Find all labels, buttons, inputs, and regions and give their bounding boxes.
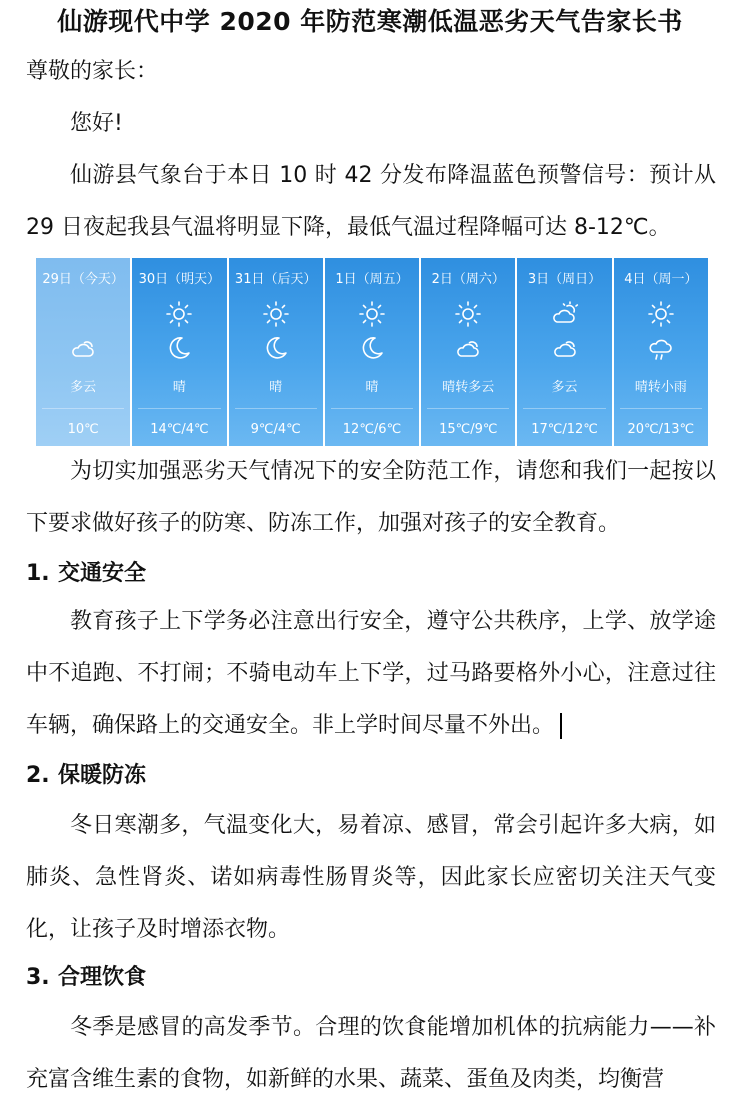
weather-date: 31日（后天）: [234, 272, 317, 287]
weather-condition: 晴转多云: [442, 380, 495, 395]
weather-day: [614, 258, 708, 446]
section-paragraph-1: [26, 596, 716, 752]
weather-day: [36, 258, 130, 446]
moon-icon: [165, 334, 193, 362]
greeting: 您好!: [70, 111, 123, 136]
weather-temperature: 9℃/4℃: [250, 422, 301, 437]
weather-divider: [331, 408, 413, 409]
section-paragraph-3: 冬季是感冒的高发季节。合理的饮食能增加机体的抗病能力——补充富含维生素的食物，如新鲜的水果、蔬菜、蛋鱼及肉类，均衡营: [26, 1015, 716, 1092]
section-text: 教育孩子上下学务必注意出行安全，遵守公共秩序，上学、放学途中不追跑、不打闹；不骑电动车上下学，过马路要格外小心，注意过往车辆，确保路上的交通安全。非上学时间尽量不外出。: [26, 609, 716, 738]
section-number: 1.: [26, 561, 50, 586]
weather-temperature: 10℃: [67, 422, 99, 437]
weather-day: [132, 258, 226, 446]
section-paragraph-2: 冬日寒潮多，气温变化大，易着凉、感冒，常会引起许多大病，如肺炎、急性肾炎、诺如病毒性肠胃炎等，因此家长应密切关注天气变化，让孩子及时增添衣物。: [26, 813, 716, 942]
weather-temperature: 17℃/12℃: [531, 422, 598, 437]
document-title: 仙游现代中学 2020 年防范寒潮低温恶劣天气告家长书: [57, 7, 683, 36]
weather-condition: 多云: [551, 380, 578, 395]
salutation: 尊敬的家长：: [26, 59, 159, 84]
weather-date: 1日（周五）: [335, 272, 409, 287]
weather-day: [517, 258, 611, 446]
weather-condition: 晴: [365, 380, 379, 395]
weather-condition: 晴: [269, 380, 283, 395]
weather-date: 4日（周一）: [624, 272, 698, 287]
partly-cloudy-icon: [69, 334, 97, 362]
weather-date: 30日（明天）: [138, 272, 221, 287]
section-number: 2.: [26, 763, 50, 788]
intro-paragraph: 仙游县气象台于本日 10 时 42 分发布降温蓝色预警信号：预计从29 日夜起我县气温将明显下降，最低气温过程降幅可达 8-12℃。: [26, 163, 716, 240]
weather-date: 2日（周六）: [431, 272, 505, 287]
weather-divider: [523, 408, 605, 409]
weather-condition: 晴: [172, 380, 186, 395]
weather-divider: [138, 408, 220, 409]
sun-cloud-icon: [551, 300, 579, 328]
weather-day: [229, 258, 323, 446]
request-paragraph: 为切实加强恶劣天气情况下的安全防范工作，请您和我们一起按以下要求做好孩子的防寒、防冻工作，加强对孩子的安全教育。: [26, 459, 716, 536]
partly-cloudy-icon: [551, 334, 579, 362]
text-cursor: [560, 713, 562, 739]
weather-day: [421, 258, 515, 446]
weather-temperature: 14℃/4℃: [150, 422, 209, 437]
sun-icon: [165, 300, 193, 328]
section-title: 保暖防冻: [58, 763, 147, 788]
weather-day: [325, 258, 419, 446]
weather-date: 29日（今天）: [42, 272, 124, 287]
weather-forecast-strip: [36, 258, 708, 446]
section-title: 合理饮食: [58, 965, 147, 990]
weather-divider: [620, 408, 702, 409]
rain-cloud-icon: [647, 334, 675, 362]
weather-divider: [42, 408, 124, 409]
sun-icon: [454, 300, 482, 328]
weather-condition: 多云: [70, 380, 97, 395]
moon-icon: [262, 334, 290, 362]
weather-temperature: 20℃/13℃: [627, 422, 695, 437]
moon-icon: [358, 334, 386, 362]
section-number: 3.: [26, 965, 50, 990]
weather-temperature: 15℃/9℃: [439, 422, 498, 437]
section-heading-3: [26, 960, 146, 996]
section-heading-1: [26, 556, 146, 592]
weather-date: 3日（周日）: [527, 272, 602, 287]
sun-icon: [358, 300, 386, 328]
partly-cloudy-icon: [454, 334, 482, 362]
sun-icon: [647, 300, 675, 328]
section-heading-2: [26, 758, 146, 794]
weather-condition: 晴转小雨: [634, 380, 687, 395]
section-title: 交通安全: [58, 561, 147, 586]
weather-temperature: 12℃/6℃: [342, 422, 402, 437]
weather-divider: [427, 408, 509, 409]
weather-divider: [235, 408, 317, 409]
sun-icon: [262, 300, 290, 328]
